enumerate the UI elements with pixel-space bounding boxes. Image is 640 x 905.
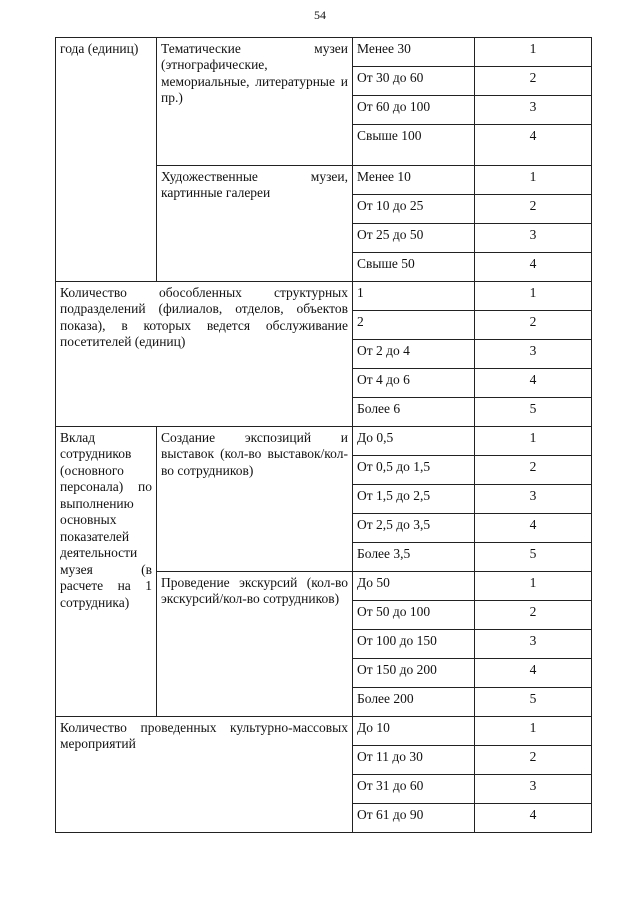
score-cell: 2 [475, 746, 592, 775]
value-cell: До 10 [353, 717, 475, 746]
score-cell: 5 [475, 398, 592, 427]
value-cell: От 4 до 6 [353, 369, 475, 398]
value-cell: 2 [353, 311, 475, 340]
score-cell: 1 [475, 427, 592, 456]
page-number: 54 [314, 8, 326, 22]
score-cell: 4 [475, 369, 592, 398]
excursions-title: Проведение экскурсий (кол-во экскурсий/кол-во сотрудников) [161, 575, 348, 607]
value-cell: Свыше 100 [353, 125, 475, 166]
exhibitions-title: Создание экспозиций и выставок (кол-во выставок/кол-во сотрудников) [161, 430, 348, 478]
table-row [56, 717, 592, 746]
subdivisions-title: Количество обособленных структурных подразделений (филиалов, отделов, объектов показа), в которых ведется обслуживание посетителей (единиц) [60, 285, 348, 350]
score-cell: 5 [475, 543, 592, 572]
table-row [56, 282, 592, 311]
value-cell: От 25 до 50 [353, 224, 475, 253]
score-cell: 3 [475, 340, 592, 369]
exhibitions-cell [157, 427, 353, 572]
art-museums-title: Художественные музеи, картинные галереи [161, 169, 348, 201]
value-cell: От 150 до 200 [353, 659, 475, 688]
value-cell: Более 200 [353, 688, 475, 717]
thematic-museums-cell [157, 38, 353, 166]
score-cell: 2 [475, 311, 592, 340]
value-cell: От 11 до 30 [353, 746, 475, 775]
score-cell: 1 [475, 282, 592, 311]
score-cell: 1 [475, 717, 592, 746]
score-cell: 1 [475, 572, 592, 601]
score-cell: 3 [475, 485, 592, 514]
score-cell: 1 [475, 38, 592, 67]
subdivisions-cell [56, 282, 353, 427]
score-cell: 4 [475, 659, 592, 688]
value-cell: Более 6 [353, 398, 475, 427]
value-cell: От 50 до 100 [353, 601, 475, 630]
value-cell: Менее 10 [353, 166, 475, 195]
score-cell: 2 [475, 195, 592, 224]
table-row [56, 427, 592, 456]
value-cell: От 60 до 100 [353, 96, 475, 125]
score-cell: 4 [475, 125, 592, 166]
score-cell: 4 [475, 514, 592, 543]
value-cell: Более 3,5 [353, 543, 475, 572]
score-cell: 3 [475, 630, 592, 659]
value-cell: Свыше 50 [353, 253, 475, 282]
table-row [56, 38, 592, 67]
cultural-events-cell [56, 717, 353, 833]
score-cell: 2 [475, 601, 592, 630]
score-cell: 3 [475, 775, 592, 804]
value-cell: От 100 до 150 [353, 630, 475, 659]
cultural-events-title: Количество проведенных культурно-массовых мероприятий [60, 720, 348, 752]
value-cell: От 2,5 до 3,5 [353, 514, 475, 543]
score-cell: 3 [475, 224, 592, 253]
thematic-museums-title: Тематические музеи (этнографические, мемориальные, литературные и пр.) [161, 41, 348, 106]
staff-contribution-title: Вклад сотрудников (основного персонала) по выполнению основных показателей деятельности музея (в расчете на 1 сотрудника) [60, 430, 152, 610]
value-cell: 1 [353, 282, 475, 311]
value-cell: От 0,5 до 1,5 [353, 456, 475, 485]
criteria-table [55, 37, 592, 833]
score-cell: 3 [475, 96, 592, 125]
staff-contribution-cell [56, 427, 157, 717]
score-cell: 5 [475, 688, 592, 717]
excursions-cell [157, 572, 353, 717]
score-cell: 4 [475, 804, 592, 833]
value-cell: От 61 до 90 [353, 804, 475, 833]
value-cell: От 1,5 до 2,5 [353, 485, 475, 514]
value-cell: От 10 до 25 [353, 195, 475, 224]
score-cell: 4 [475, 253, 592, 282]
value-cell: От 31 до 60 [353, 775, 475, 804]
value-cell: От 2 до 4 [353, 340, 475, 369]
score-cell: 1 [475, 166, 592, 195]
value-cell: Менее 30 [353, 38, 475, 67]
value-cell: От 30 до 60 [353, 67, 475, 96]
art-museums-cell [157, 166, 353, 282]
score-cell: 2 [475, 67, 592, 96]
value-cell: До 0,5 [353, 427, 475, 456]
criterion-continued-cell: года (единиц) [56, 38, 157, 282]
score-cell: 2 [475, 456, 592, 485]
value-cell: До 50 [353, 572, 475, 601]
